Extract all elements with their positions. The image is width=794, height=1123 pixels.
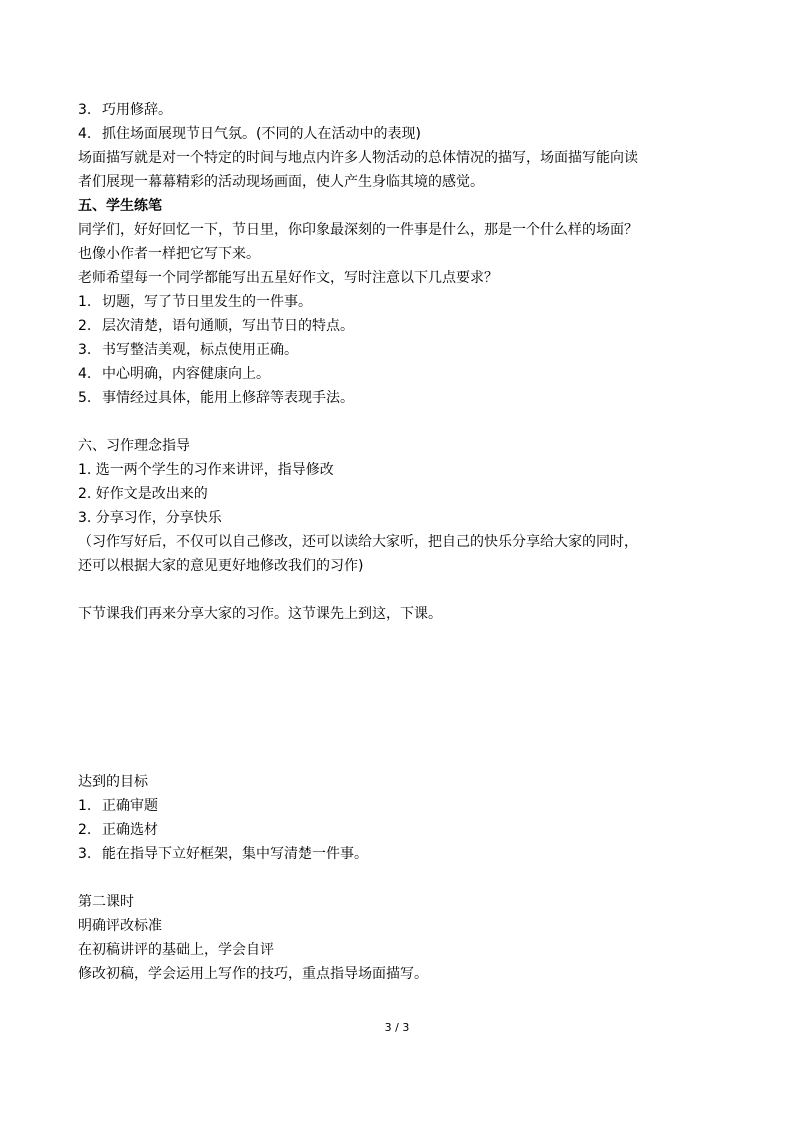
section-heading: 达到的目标 [78, 774, 148, 790]
list-item: 2. 好作文是改出来的 [78, 486, 208, 502]
list-item-number: 1. [78, 294, 92, 310]
paragraph-line: 同学们，好好回忆一下，节日里，你印象最深刻的一件事是什么，那是一个什么样的场面？ [78, 222, 638, 238]
paragraph-line: （习作写好后，不仅可以自己修改，还可以读给大家听，把自己的快乐分享给大家的同时， [78, 534, 638, 550]
list-item [78, 362, 728, 386]
paragraph-line: 下节课我们再来分享大家的习作。这节课先上到这，下课。 [78, 606, 442, 622]
list-item-text: 抓住场面展现节日气氛。(不同的人在活动中的表现) [102, 126, 421, 142]
list-item-text: 层次清楚，语句通顺，写出节日的特点。 [102, 318, 354, 334]
list-item-number: 2. [78, 822, 92, 838]
paragraph-line: 还可以根据大家的意见更好地修改我们的习作) [78, 558, 364, 574]
list-item-number: 2. [78, 318, 92, 334]
list-item-text: 正确审题 [102, 798, 158, 814]
list-item-number: 1. [78, 798, 92, 814]
list-item-number: 4. [78, 366, 92, 382]
list-item-text: 巧用修辞。 [102, 102, 172, 118]
list-item [78, 794, 728, 818]
list-item [78, 290, 728, 314]
list-item-number: 3. [78, 102, 92, 118]
paragraph-line: 修改初稿，学会运用上写作的技巧，重点指导场面描写。 [78, 966, 428, 982]
list-item-text: 切题，写了节日里发生的一件事。 [102, 294, 312, 310]
list-item [78, 338, 728, 362]
list-item: 1. 选一两个学生的习作来讲评，指导修改 [78, 462, 334, 478]
page-number: 3 / 3 [384, 1021, 410, 1034]
list-item-text: 正确选材 [102, 822, 158, 838]
list-item [78, 386, 728, 410]
paragraph-line: 明确评改标准 [78, 918, 162, 934]
list-item-text: 中心明确，内容健康向上。 [102, 366, 270, 382]
list-item-number: 5. [78, 390, 92, 406]
list-item [78, 98, 728, 122]
list-item [78, 842, 728, 866]
section-heading: 五、学生练笔 [78, 198, 162, 214]
paragraph-line: 老师希望每一个同学都能写出五星好作文，写时注意以下几点要求？ [78, 270, 498, 286]
list-item-text: 书写整洁美观，标点使用正确。 [102, 342, 298, 358]
list-item-text: 能在指导下立好框架，集中写清楚一件事。 [102, 846, 368, 862]
paragraph-line: 在初稿讲评的基础上，学会自评 [78, 942, 274, 958]
list-item-text: 事情经过具体，能用上修辞等表现手法。 [102, 390, 354, 406]
section-heading: 第二课时 [78, 894, 134, 910]
list-item [78, 314, 728, 338]
list-item-number: 4. [78, 126, 92, 142]
paragraph-line: 者们展现一幕幕精彩的活动现场画面，使人产生身临其境的感觉。 [78, 174, 484, 190]
list-item [78, 122, 728, 146]
list-item: 3. 分享习作，分享快乐 [78, 510, 222, 526]
paragraph-line: 也像小作者一样把它写下来。 [78, 246, 260, 262]
paragraph-line: 场面描写就是对一个特定的时间与地点内许多人物活动的总体情况的描写，场面描写能向读 [78, 150, 638, 166]
list-item-number: 3. [78, 846, 92, 862]
section-heading: 六、习作理念指导 [78, 438, 190, 454]
list-item [78, 818, 728, 842]
list-item-number: 3. [78, 342, 92, 358]
